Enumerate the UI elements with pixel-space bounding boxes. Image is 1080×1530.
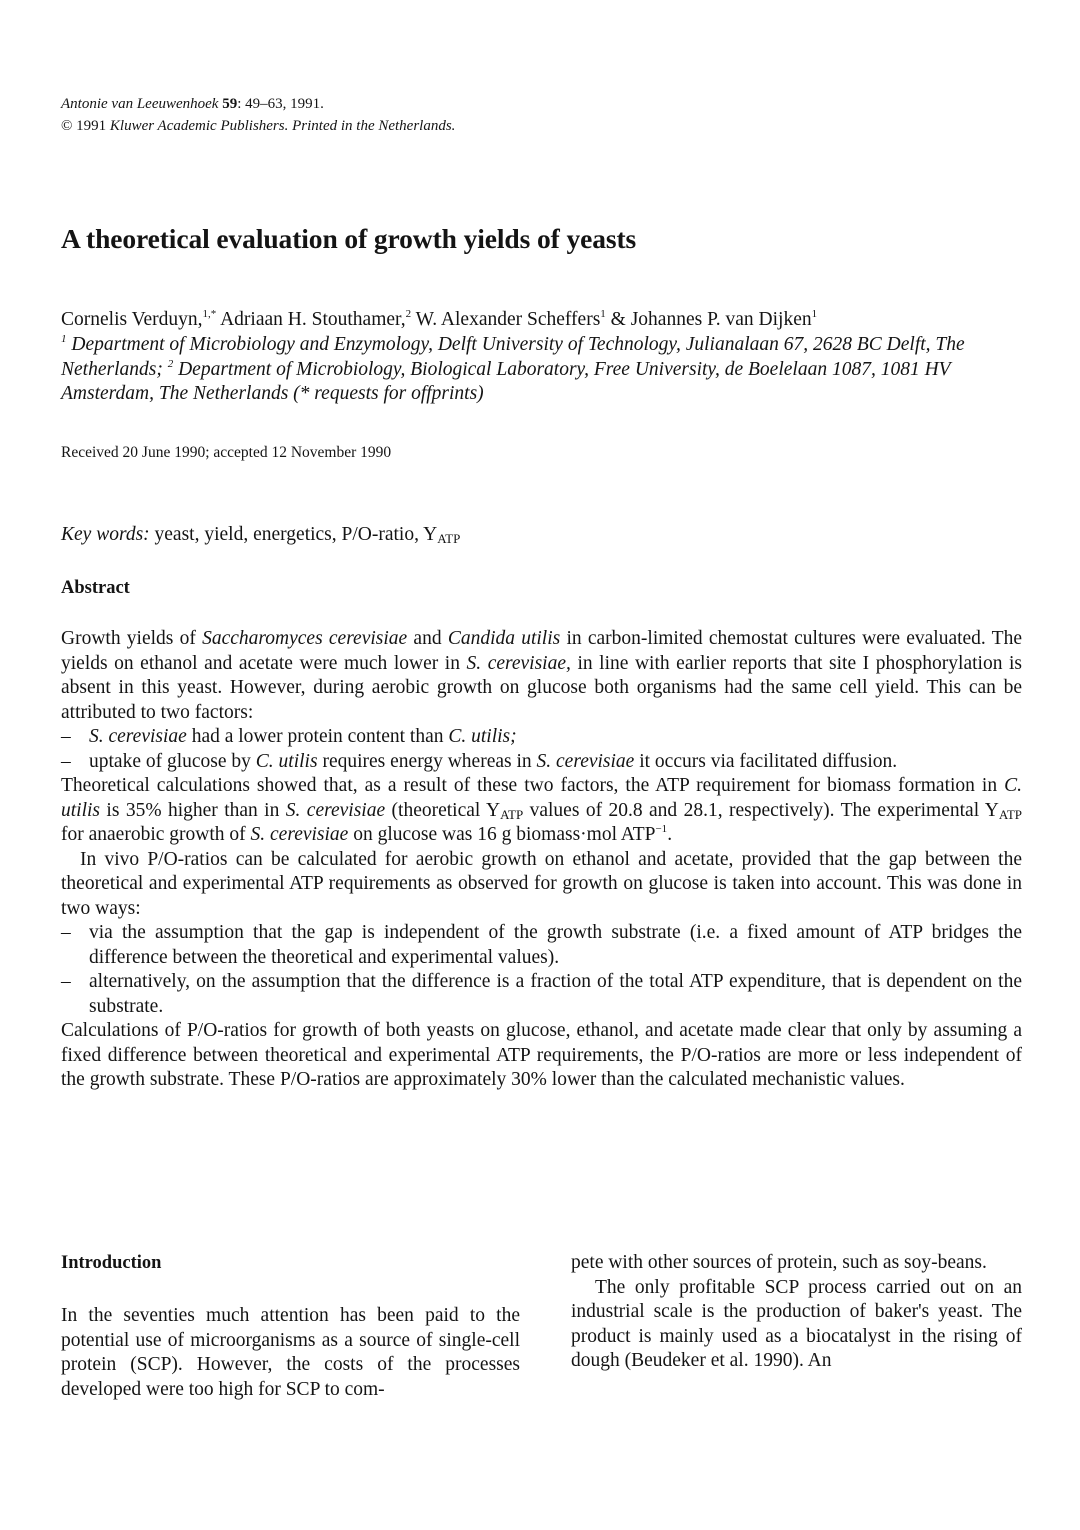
- abstract-list-item: [61, 970, 1022, 1019]
- introduction-heading: Introduction: [61, 1253, 162, 1273]
- abstract-body: [61, 627, 1022, 1093]
- journal-citation: [61, 93, 455, 137]
- author-affiliation-mark: 1: [811, 308, 818, 320]
- received-dates: Received 20 June 1990; accepted 12 November 1990: [61, 444, 392, 461]
- journal-volume: 59: [222, 96, 238, 112]
- abstract-list-item: [61, 921, 1022, 970]
- abstract-paragraph: Calculations of P/O-ratios for growth of both yeasts on glucose, ethanol, and acetate made clear that only by assuming a fixed difference between theoretical and experimental ATP requirements, the P/O-ratios are more or less independent of the growth substrate. These P/O-ratios are approximately 30% lower than the calculated mechanistic values.: [61, 1020, 1022, 1090]
- keywords-label: Key words:: [61, 524, 150, 545]
- text-run: in line with earlier reports that site I phosphorylation is absent in this yeast. However, during aerobic growth on glucose both organisms had the same cell yield. This can be attributed to two factors:: [61, 652, 1023, 723]
- affiliation-text: Department of Microbiology and Enzymology, Delft University of Technology, Julianalaan 67, 2628 BC Delft, The Netherlands;: [61, 334, 965, 380]
- text-run: on glucose was 16 g biomass·mol ATP: [348, 824, 656, 845]
- dash-marker: –: [61, 750, 71, 772]
- text-run: Growth yields of: [61, 628, 203, 649]
- abstract-list-item: [61, 725, 1022, 750]
- abstract-paragraph: [61, 774, 1022, 848]
- introduction-left-column: [61, 1304, 520, 1402]
- species-name: C. utilis: [255, 750, 318, 772]
- species-name: S. cerevisiae: [536, 750, 635, 772]
- text-run: uptake of glucose by: [89, 750, 256, 772]
- species-name: S. cerevisiae: [89, 726, 187, 747]
- body-paragraph: pete with other sources of protein, such as soy-beans.: [571, 1252, 987, 1273]
- text-run: it occurs via facilitated diffusion.: [634, 750, 898, 772]
- article-title: A theoretical evaluation of growth yields of yeasts: [61, 223, 637, 254]
- affiliation-mark: 2: [167, 357, 174, 370]
- publisher: Kluwer Academic Publishers. Printed in the Netherlands.: [109, 118, 456, 134]
- species-name: S. cerevisiae,: [466, 652, 571, 674]
- body-paragraph: The only profitable SCP process carried out on an industrial scale is the production of baker's yeast. The product is mainly used as a biocatalyst in the rising of dough (Beudeker et al. 1990). An: [571, 1276, 1022, 1371]
- text-run: alternatively, on the assumption that the difference is a fraction of the total ATP expenditure, that is dependent on the substrate.: [89, 971, 1022, 1017]
- species-name: S. cerevisiae: [250, 824, 349, 845]
- text-run: had a lower protein content than: [186, 726, 449, 747]
- author-name: W. Alexander Scheffers: [411, 309, 601, 330]
- abstract-paragraph: [61, 627, 1022, 725]
- species-name: C. utilis: [61, 775, 1022, 821]
- author-affiliation-mark: 1,*: [202, 308, 217, 320]
- text-run: (theoretical Y: [385, 799, 501, 821]
- text-run: via the assumption that the gap is independent of the growth substrate (i.e. a fixed amount of ATP bridges the difference between the theoretical and experimental values).: [89, 922, 1022, 968]
- keywords: [61, 523, 460, 547]
- keywords-text: yeast, yield, energetics, P/O-ratio, Y: [149, 524, 438, 545]
- text-run: .: [667, 824, 673, 845]
- species-name: Candida utilis: [447, 628, 561, 649]
- introduction-right-column: [571, 1251, 1022, 1374]
- dash-marker: –: [61, 922, 71, 943]
- text-run: for anaerobic growth of: [61, 824, 251, 845]
- affiliation-text: Department of Microbiology, Biological Laboratory, Free University, de Boelelaan 1087, 1081 HV Amsterdam, The Netherlands (* requests for offprints): [61, 358, 951, 404]
- author-name: Adriaan H. Stouthamer,: [216, 309, 406, 330]
- abstract-heading: Abstract: [61, 578, 130, 598]
- superscript: −1: [655, 823, 668, 835]
- subscript: ATP: [998, 806, 1022, 822]
- author-affiliation-mark: 1: [600, 308, 606, 320]
- affiliations: [61, 333, 1021, 407]
- text-run: requires energy whereas in: [317, 750, 537, 772]
- species-name: Saccharomyces cerevisiae: [202, 628, 408, 649]
- species-name: S. cerevisiae: [285, 799, 386, 821]
- abstract-paragraph: In vivo P/O-ratios can be calculated for aerobic growth on ethanol and acetate, provided that the gap between the theoretical and experimental ATP requirements as observed for growth on glucose is taken into account. This was done in two ways:: [61, 848, 1022, 919]
- copyright-symbol: ©: [61, 118, 73, 134]
- species-name: C. utilis;: [448, 726, 517, 747]
- journal-line: [61, 93, 455, 115]
- journal-name: Antonie van Leeuwenhoek: [61, 96, 219, 112]
- text-run: Theoretical calculations showed that, as a result of these two factors, the ATP requirement for biomass formation in: [61, 775, 1005, 796]
- affiliation-mark: 1: [61, 333, 67, 345]
- copyright-year: 1991: [72, 118, 110, 134]
- abstract-list-item: [61, 750, 1022, 775]
- journal-pages: : 49–63, 1991.: [237, 96, 324, 112]
- text-run: is 35% higher than in: [100, 799, 286, 821]
- copyright-line: [61, 115, 455, 137]
- author-list: [61, 308, 1021, 332]
- dash-marker: –: [61, 726, 71, 747]
- dash-marker: –: [61, 971, 71, 992]
- author-name: & Johannes P. van Dijken: [605, 309, 812, 330]
- body-paragraph: In the seventies much attention has been paid to the potential use of microorganisms as a source of single-cell protein (SCP). However, the costs of the processes developed were too high for SCP to com-: [61, 1305, 520, 1400]
- author-affiliation-mark: 2: [405, 308, 412, 320]
- text-run: in carbon-limited chemostat cultures were evaluated. The yields on ethanol and acetate were much lower in: [61, 628, 1022, 674]
- keywords-subscript: ATP: [437, 531, 461, 546]
- subscript: ATP: [500, 806, 524, 822]
- author-name: Cornelis Verduyn,: [61, 309, 203, 330]
- text-run: and: [407, 628, 448, 649]
- text-run: values of 20.8 and 28.1, respectively). The experimental Y: [523, 799, 999, 821]
